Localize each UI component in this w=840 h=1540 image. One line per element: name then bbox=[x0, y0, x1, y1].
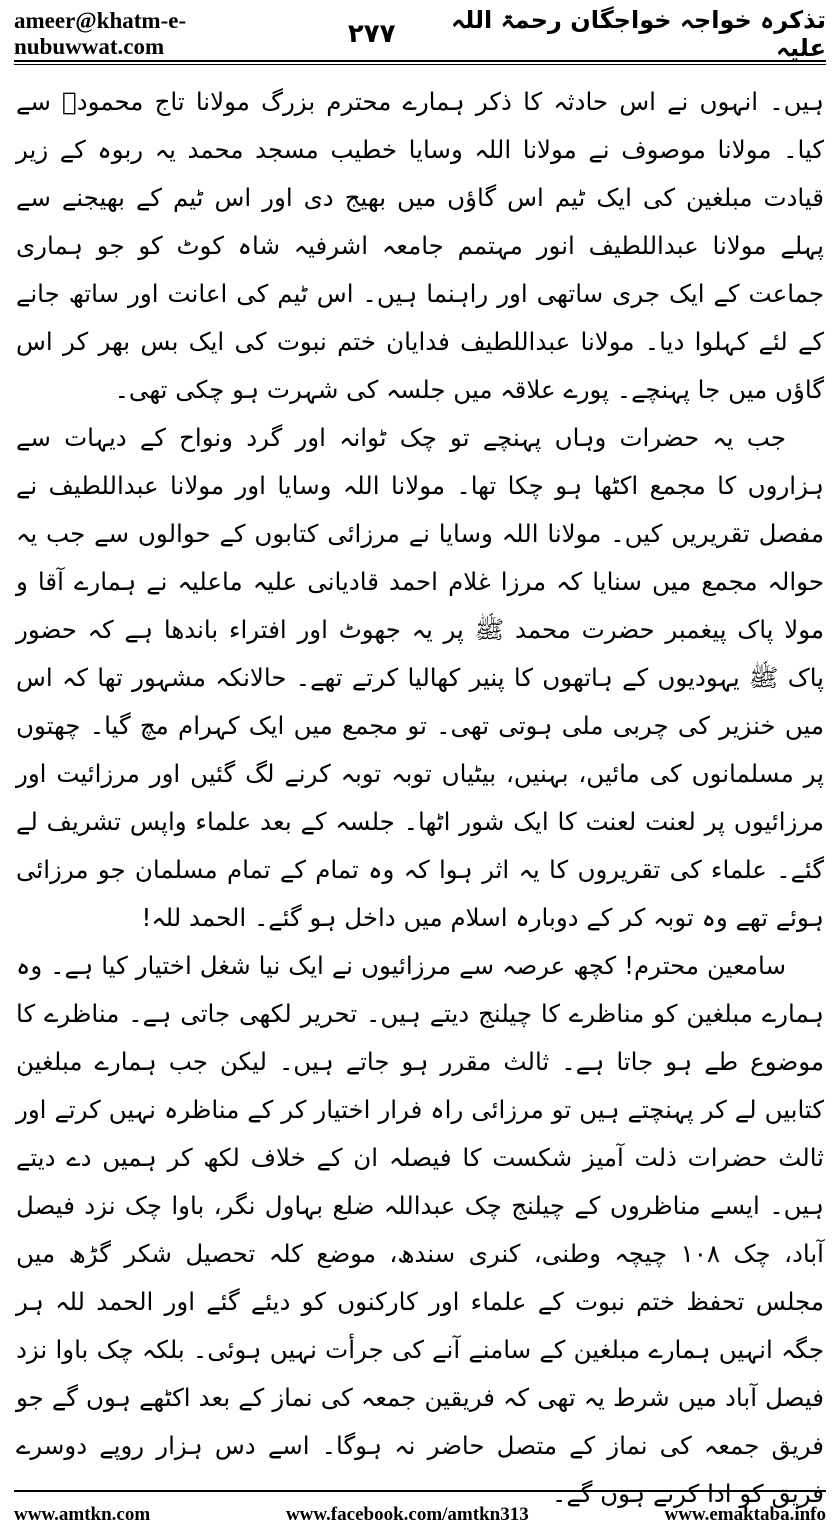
header-email[interactable]: ameer@khatm-e-nubuwwat.com bbox=[14, 8, 187, 59]
book-title: تذکرہ خواجہ خواجگان رحمۃ اللہ علیہ bbox=[451, 6, 826, 62]
paragraph-3: سامعین محترم! کچھ عرصہ سے مرزائیوں نے ایک نیا شغل اختیار کیا ہے۔ وہ ہمارے مبلغین کو مناظرے کا چیلنج دیتے ہیں۔ تحریر لکھی جاتی ہے۔ مناظرے کا موضوع طے ہو جاتا ہے۔ ثالث مقرر ہو جاتے ہیں۔ لیکن جب ہمارے مبلغین کتابیں لے کر پہنچتے ہیں تو مرزائی راہ فرار اختیار کر کے مناظرہ نہیں کرتے اور ثالث حضرات ذلت آمیز شکست کا فیصلہ ان کے خلاف لکھ کر ہمیں دے دیتے ہیں۔ ایسے مناظروں کے چیلنج چک عبداللہ ضلع بہاول نگر، باوا چک نزد فیصل آباد، چک ۱۰۸ چیچہ وطنی، کنری سندھ، موضع کلہ تحصیل شکر گڑھ میں مجلس تحفظ ختم نبوت کے علماء اور کارکنوں کو دیئے گئے اور الحمد للہ ہر جگہ انہیں ہمارے مبلغین کے سامنے آنے کی جرأت نہیں ہوئی۔ بلکہ چک باوا نزد فیصل آباد میں شرط یہ تھی کہ فریقین جمعہ کی نماز کے بعد اکٹھے ہوں گے جو فریق جمعہ کی نماز کے متصل حاضر نہ ہوگا۔ اسے دس ہزار روپے دوسرے فریق کو ادا کرنے ہوں گے۔ bbox=[16, 951, 824, 1508]
page-body bbox=[16, 78, 824, 1518]
page-footer bbox=[14, 1498, 826, 1532]
paragraph-2: جب یہ حضرات وہاں پہنچے تو چک ٹوانہ اور گرد ونواح کے دیہات سے ہزاروں کا مجمع اکٹھا ہو چکا تھا۔ مولانا اللہ وسایا اور مولانا عبداللطیف نے مفصل تقریریں کیں۔ مولانا اللہ وسایا نے مرزائی کتابوں کے حوالوں سے جب یہ حوالہ مجمع میں سنایا کہ مرزا غلام احمد قادیانی علیہ ماعلیہ نے ہمارے آقا و مولا پاک پیغمبر حضرت محمد ﷺ پر یہ جھوٹ اور افتراء باندھا ہے کہ حضور پاک ﷺ یہودیوں کے ہاتھوں کا پنیر کھالیا کرتے تھے۔ حالانکہ مشہور تھا کہ اس میں خنزیر کی چربی ملی ہوتی تھی۔ تو مجمع میں ایک کہرام مچ گیا۔ چھتوں پر مسلمانوں کی مائیں، بہنیں، بیٹیاں توبہ توبہ کرنے لگ گئیں اور مرزائیت اور مرزائیوں پر لعنت لعنت کا ایک شور اٹھا۔ جلسہ کے بعد علماء واپس تشریف لے گئے۔ علماء کی تقریروں کا یہ اثر ہوا کہ وہ تمام کے تمام مسلمان جو مرزائی ہوئے تھے وہ توبہ کر کے دوبارہ اسلام میں داخل ہو گئے۔ الحمد للہ! bbox=[16, 423, 824, 932]
header-rule-thin bbox=[14, 64, 826, 65]
footer-link-amtkn[interactable]: www.amtkn.com bbox=[14, 1504, 151, 1525]
footer-link-facebook[interactable]: www.facebook.com/amtkn313 bbox=[285, 1504, 529, 1525]
header-left bbox=[14, 8, 395, 60]
footer-rule bbox=[14, 1490, 826, 1492]
paragraph-1: ہیں۔ انہوں نے اس حادثہ کا ذکر ہمارے محترم بزرگ مولانا تاج محمودؒ سے کیا۔ مولانا موصوف نے مولانا اللہ وسایا خطیب مسجد محمد یہ ربوہ کے زیر قیادت مبلغین کی ایک ٹیم اس گاؤں میں بھیج دی اور اس ٹیم کے بھیجنے سے پہلے مولانا عبداللطیف انور مہتمم جامعہ اشرفیہ شاہ کوٹ کو جو ہماری جماعت کے ایک جری ساتھی اور راہنما ہیں۔ اس ٹیم کی اعانت اور ساتھ جانے کے لئے کہلوا دیا۔ مولانا عبداللطیف فدایان ختم نبوت کی ایک بس بھر کر اس گاؤں میں جا پہنچے۔ پورے علاقہ میں جلسہ کی شہرت ہو چکی تھی۔ bbox=[16, 87, 824, 404]
page-header bbox=[14, 6, 826, 62]
footer-link-emaktaba[interactable]: www.emaktaba.info bbox=[664, 1504, 826, 1525]
header-rule bbox=[14, 60, 826, 62]
page-number: ۲۷۷ bbox=[347, 19, 396, 49]
